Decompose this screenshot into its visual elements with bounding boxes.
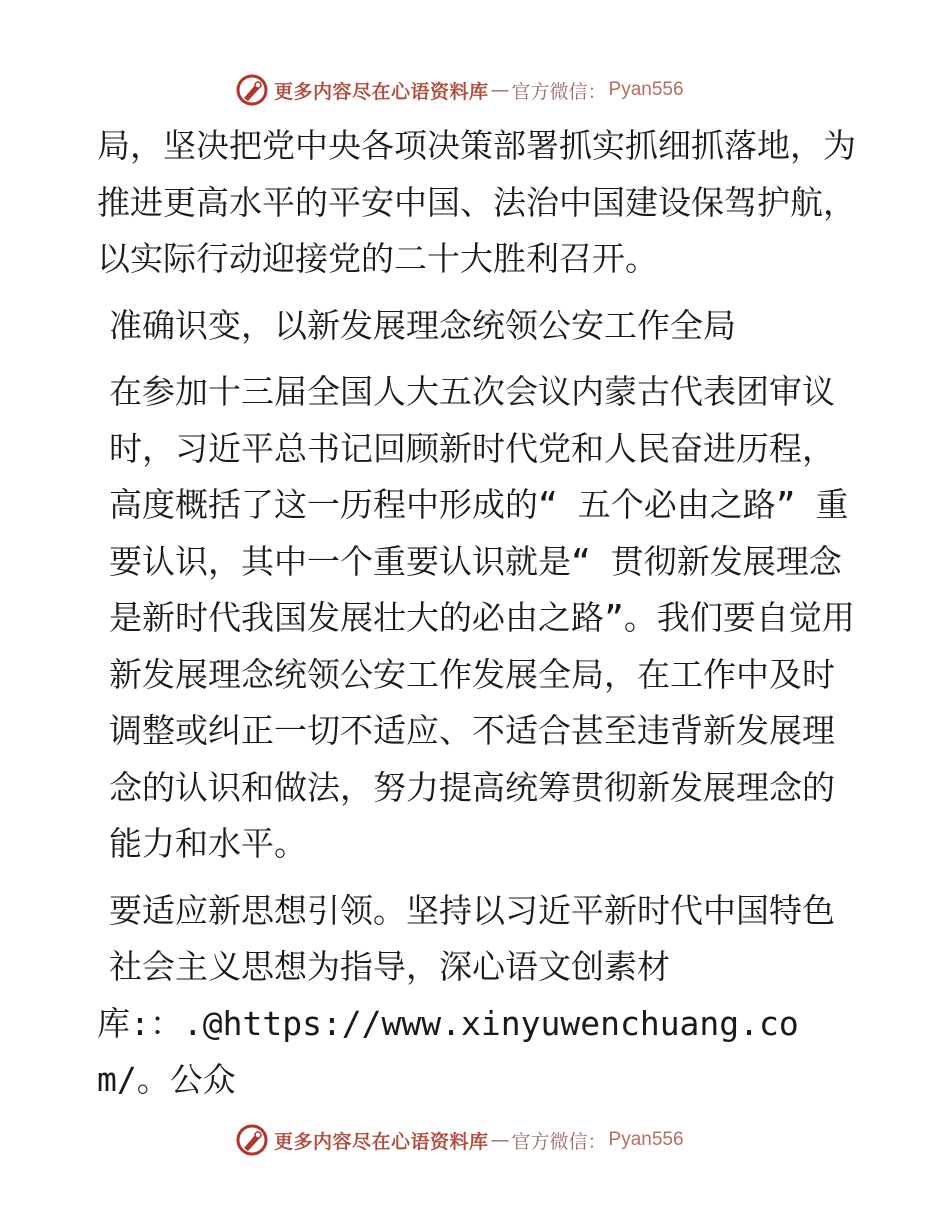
- watermark-wechat-id: Pyan556: [608, 1129, 684, 1150]
- paragraph-2: 在参加十三届全国人大五次会议内蒙古代表团审议时，习近平总书记回顾新时代党和人民奋进历程，高度概括了这一历程中形成的“ 五个必由之路” 重要认识，其中一个重要认识就是“ 贯彻新发展理念是新时代我国发展壮大的必由之路”。我们要自觉用新发展理念统领公安工作发展全局，在工作中及时调整或纠正一切不适应、不适合甚至违背新发展理念的认识和做法，努力提高统筹贯彻新发展理念的能力和水平。: [109, 372, 855, 863]
- pen-logo-icon: [236, 1124, 268, 1156]
- watermark-header: [236, 73, 716, 107]
- document-body: [97, 118, 857, 1119]
- paragraph-1: 局，坚决把党中央各项决策部署抓实抓细抓落地，为推进更高水平的平安中国、法治中国建设保驾护航，以实际行动迎接党的二十大胜利召开。: [97, 126, 856, 278]
- watermark-separator: —: [490, 1129, 510, 1151]
- paragraph-4-url-line: 库:：.@https://www.xinyuwenchuang.com/。公众: [97, 1003, 799, 1099]
- watermark-footer: [236, 1123, 716, 1157]
- paragraph-3: 要适应新思想引领。坚持以习近平新时代中国特色社会主义思想为指导，深心语文创素材: [109, 890, 835, 986]
- watermark-brand: 更多内容尽在心语资料库: [274, 80, 489, 103]
- section-heading: 准确识变，以新发展理念统领公安工作全局: [109, 305, 736, 345]
- watermark-wechat-label: 官方微信：: [511, 1130, 607, 1153]
- watermark-wechat-id: Pyan556: [608, 79, 684, 100]
- pen-logo-icon: [236, 74, 268, 106]
- watermark-wechat-label: 官方微信：: [511, 80, 607, 103]
- watermark-brand: 更多内容尽在心语资料库: [274, 1130, 489, 1153]
- watermark-separator: —: [490, 79, 510, 101]
